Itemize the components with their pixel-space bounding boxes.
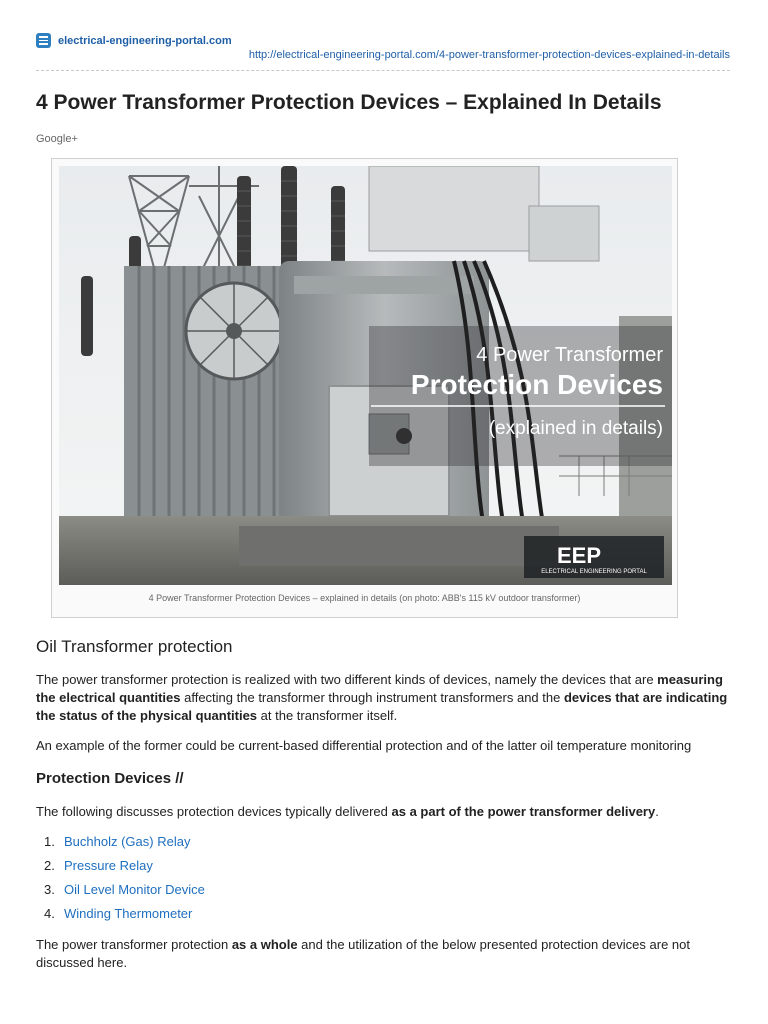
pressure-relay-link[interactable]: Pressure Relay	[64, 858, 153, 873]
list-item	[36, 833, 205, 857]
paragraph-example: An example of the former could be current-based differential protection and of the latter oil temperature monitoring	[36, 738, 692, 753]
overlay-line-1: 4 Power Transformer	[476, 344, 663, 366]
google-plus-share[interactable]: Google+	[36, 133, 78, 145]
site-logo-icon	[36, 33, 51, 48]
paragraph-as-a-whole	[36, 936, 736, 972]
list-number: 4.	[44, 906, 55, 921]
p5-bold-b: as a whole	[231, 937, 298, 952]
figure-caption: 4 Power Transformer Protection Devices – explained in details (on photo: ABB's 115 kV outdoor transformer)	[148, 593, 581, 603]
overlay-line-2: Protection Devices	[410, 369, 663, 400]
list-number: 3.	[44, 882, 55, 897]
overlay-line-3: (explained in details)	[488, 418, 663, 439]
section-heading-oil-transformer-protection: Oil Transformer protection	[36, 637, 233, 656]
paragraph-intro	[36, 671, 736, 725]
p3-bold-b: as a part of the power transformer delivery	[391, 804, 656, 819]
list-item	[36, 905, 205, 929]
p1-text-a: The power transformer protection is realized with two different kinds of devices, namely the devices that are	[36, 672, 658, 687]
transformer-photo	[59, 166, 672, 585]
eep-logo-subtext: ELECTRICAL ENGINEERING PORTAL	[541, 569, 647, 575]
p1-text-e: at the transformer itself.	[257, 708, 398, 723]
p5-text-a: The power transformer protection	[36, 937, 232, 952]
eep-logo-text: EEP	[557, 543, 602, 568]
paragraph-following	[36, 803, 736, 821]
p1-bold-b: measuring the electrical quantities	[36, 672, 723, 705]
page-title: 4 Power Transformer Protection Devices – Explained In Details	[36, 91, 662, 114]
p3-text-c: .	[655, 804, 659, 819]
p3-text-a: The following discusses protection devices typically delivered	[36, 804, 392, 819]
buchholz-relay-link[interactable]: Buchholz (Gas) Relay	[64, 834, 191, 849]
site-header	[36, 33, 732, 61]
list-number: 2.	[44, 858, 55, 873]
list-item	[36, 857, 205, 881]
winding-thermometer-link[interactable]: Winding Thermometer	[64, 906, 193, 921]
site-name-link[interactable]: electrical-engineering-portal.com	[58, 34, 232, 47]
protection-devices-list	[36, 833, 205, 929]
page-url-link[interactable]: http://electrical-engineering-portal.com/4-power-transformer-protection-devices-explained-in-details	[248, 49, 730, 61]
header-divider	[36, 70, 730, 71]
section-heading-protection-devices: Protection Devices //	[36, 770, 184, 787]
list-item	[36, 881, 205, 905]
p1-bold-d: devices that are indicating the status of the physical quantities	[36, 690, 728, 723]
p5-text-c: and the utilization of the below presented protection devices are not discussed here.	[36, 937, 690, 970]
list-number: 1.	[44, 834, 55, 849]
article-figure	[51, 158, 678, 618]
p1-text-c: affecting the transformer through instrument transformers and the	[180, 690, 564, 705]
oil-level-monitor-link[interactable]: Oil Level Monitor Device	[64, 882, 205, 897]
